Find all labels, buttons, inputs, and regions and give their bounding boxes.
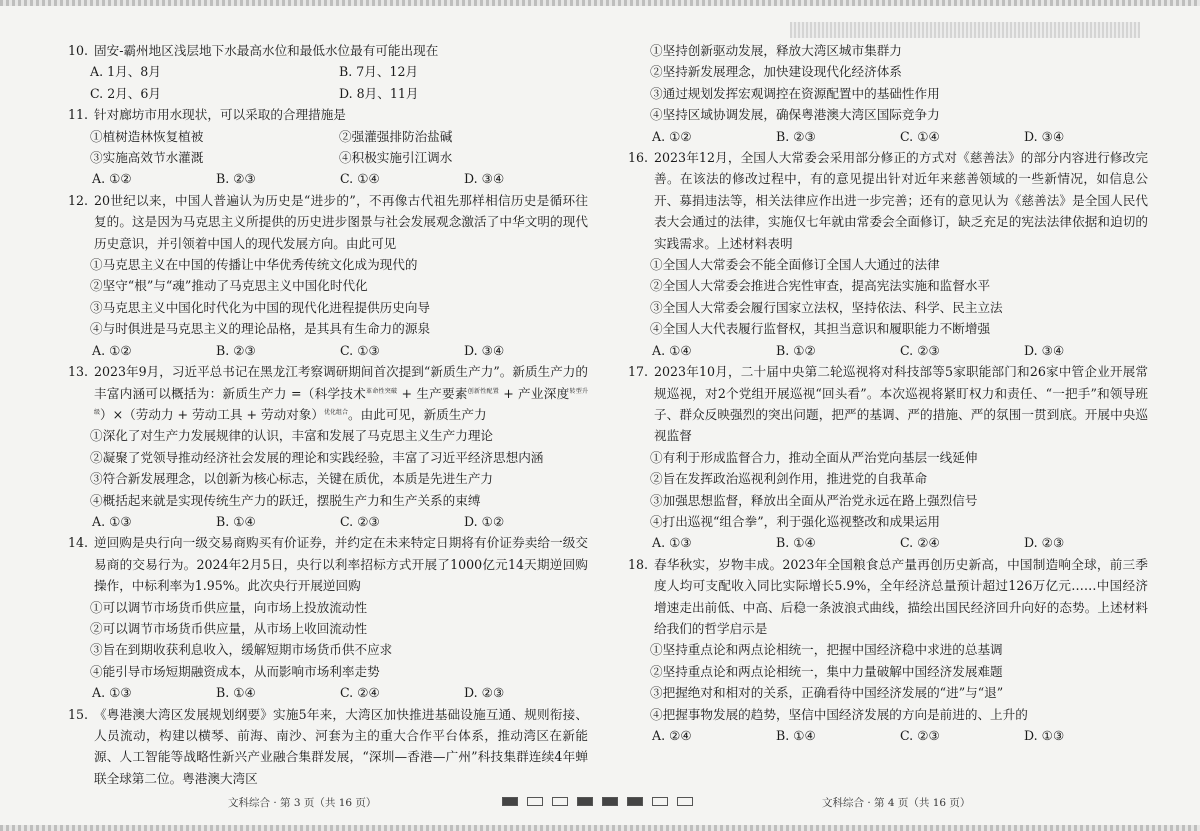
question-stem: 逆回购是央行向一级交易商购买有价证券，并约定在未来特定日期将有价证券卖给一级交易商的交易行为。2024年2月5日，央行以利率招标方式开展了1000亿元14天期逆回购操作，中标利率为1.95%。此次央行开展逆回购 [94,535,588,594]
option-3: ③实施高效节水灌溉 [90,150,204,166]
option-2: ②坚守“根”与“魂”推动了马克思主义中国化时代化 [90,278,368,294]
option-3: ③全国人大常委会履行国家立法权，坚持依法、科学、民主立法 [650,299,1003,315]
superscript-note: 革命性突破 [366,387,398,395]
option-2: ②可以调节市场货币供应量，从市场上收回流动性 [90,620,368,636]
option-4: ④与时俱进是马克思主义的理论品格，是其具有生命力的源泉 [90,321,431,337]
choice-b: B. ②③ [216,171,256,187]
scan-squares [502,797,693,806]
option-4: ④坚持区域协调发展，确保粤港澳大湾区国际竞争力 [650,107,940,123]
option-4: ④概括起来就是实现传统生产力的跃迁，摆脱生产力和生产关系的束缚 [90,492,481,508]
choice-d: D. ③④ [464,171,505,187]
choice-a: A. ①③ [92,513,132,529]
option-4: ④把握事物发展的趋势，坚信中国经济发展的方向是前进的、上升的 [650,706,1028,722]
question-stem: 《粤港澳大湾区发展规划纲要》实施5年来，大湾区加快推进基础设施互通、规则衔接、人员流动，构建以横琴、前海、南沙、河套为主的重大合作平台体系，推动湾区在新能源、人工智能等战略性新兴产业融合集群发展，“深圳—香港—广州”科技集群连续4年蝉联全球第二位。粤港澳大湾区 [94,706,588,786]
question-number: 16. [628,150,649,166]
choice-d: D. ③④ [1024,128,1065,144]
option-1: ①植树造林恢复植被 [90,128,204,144]
question-number: 17. [628,364,649,380]
choice-a: A. ①④ [652,342,692,358]
choice-b: B. ①④ [776,728,816,743]
choice-a: A. ①③ [652,535,692,551]
choice-c: C. ②③ [900,728,940,743]
question-stem: 针对廊坊市用水现状，可以采取的合理措施是 [94,107,346,123]
question-number: 12. [68,192,89,208]
superscript-note: 转型升级 [94,387,588,416]
option-2: ②旨在发挥政治巡视利剑作用，推进党的自我革命 [650,471,928,487]
choice-c: C. ②③ [900,342,940,358]
question-15 [68,704,588,790]
option-1: ①深化了对生产力发展规律的认识，丰富和发展了马克思主义生产力理论 [90,428,493,444]
question-18 [628,554,1148,747]
question-number: 13. [68,364,89,380]
question-15-continued [628,40,1148,147]
question-10 [68,40,588,104]
option-4: ④积极实施引江调水 [339,150,453,166]
question-stem-part: + 产业深度 [498,385,570,401]
scan-edge-top [0,0,1200,6]
option-1: ①有利于形成监督合力，推动全面从严治党向基层一线延伸 [650,449,978,465]
option-3: ③加强思想监督，释放出全面从严治党永远在路上强烈信号 [650,492,978,508]
question-11 [68,104,588,190]
choice-d: D. 8月、11月 [339,85,419,101]
question-stem-part: + 生产要素 [397,385,468,401]
question-stem: 春华秋实，岁物丰成。2023年全国粮食总产量再创历史新高，中国制造响全球，前三季度人均可支配收入同比实际增长5.9%，全年经济总量预计超过126万亿元……中国经济增速走出前低、中高、后稳一条波浪式曲线，描绘出国民经济回升向好的态势。上述材料给我们的哲学启示是 [654,556,1148,636]
question-16 [628,147,1148,361]
choice-b: B. ②③ [216,342,256,358]
choice-c: C. ②④ [900,535,940,551]
option-3: ③符合新发展理念，以创新为核心标志，关键在质优，本质是先进生产力 [90,471,493,487]
choice-d: D. ②③ [464,685,505,701]
choice-d: D. ①③ [1024,728,1065,743]
question-13 [68,361,588,532]
option-1: ①坚持重点论和两点论相统一，把握中国经济稳中求进的总基调 [650,642,1003,658]
question-stem-part: 。由此可见，新质生产力 [348,406,487,422]
option-3: ③马克思主义中国化时代化为中国的现代化进程提供历史向导 [90,299,431,315]
question-number: 11. [68,107,89,123]
choice-b: B. ①④ [776,535,816,551]
question-number: 14. [68,535,89,551]
left-column [68,40,588,789]
option-4: ④能引导市场短期融资成本，从而影响市场利率走势 [90,663,380,679]
choice-c: C. 2月、6月 [90,85,161,101]
choice-c: C. ①③ [340,342,380,358]
superscript-note: 优化组合 [324,408,349,416]
question-14 [68,532,588,703]
option-1: ①坚持创新驱动发展，释放大湾区城市集群力 [650,43,902,58]
question-stem: 2023年9月，习近平总书记在黑龙江考察调研期间首次提到“新质生产力”。新质生产力的丰富内涵可以概括为：新质生产力 =（科学技术 [94,364,588,401]
choice-c: C. ①④ [340,171,380,187]
page-footer-right: 文科综合 · 第 4 页（共 16 页） [822,797,971,809]
choice-c: C. ①④ [900,128,940,144]
choice-a: A. 1月、8月 [90,64,161,80]
choice-a: A. ②④ [652,728,692,743]
choice-b: B. 7月、12月 [339,64,419,80]
option-2: ②凝聚了党领导推动经济社会发展的理论和实践经验，丰富了习近平经济思想内涵 [90,449,544,465]
option-2: ②坚持新发展理念，加快建设现代化经济体系 [650,64,902,80]
option-3: ③通过规划发挥宏观调控在资源配置中的基础性作用 [650,85,940,101]
question-number: 15. [68,706,89,722]
choice-b: B. ①④ [216,685,256,701]
option-2: ②坚持重点论和两点论相统一，集中力量破解中国经济发展难题 [650,663,1003,679]
option-4: ④全国人大代表履行监督权，其担当意识和履职能力不断增强 [650,321,991,337]
choice-b: B. ①④ [216,513,256,529]
choice-d: D. ①② [464,513,505,529]
superscript-note: 创新性配置 [467,387,499,395]
question-stem: 2023年12月，全国人大常委会采用部分修正的方式对《慈善法》的部分内容进行修改完善。在该法的修改过程中，有的意见提出针对近年来慈善领域的一些新情况，如信息公开、募捐违法等，相关法律应作出进一步完善；还有的意见认为《慈善法》是全国人民代表大会通过的法律，实施仅七年就由常委会全面修订，缺乏充足的宪法法律依据和迫切的实践需求。上述材料表明 [654,150,1148,251]
choice-d: D. ②③ [1024,535,1065,551]
question-stem: 2023年10月，二十届中央第二轮巡视将对科技部等5家职能部门和26家中管企业开展常规巡视，对2个党组开展巡视“回头看”。本次巡视将紧盯权力和责任、“一把手”和领导班子、群众反映强烈的突出问题，把严的基调、严的措施、严的氛围一贯到底。开展中央巡视监督 [654,364,1148,444]
option-2: ②全国人大常委会推进合宪性审查，提高宪法实施和监督水平 [650,278,991,294]
choice-a: A. ①③ [92,685,132,701]
question-number: 10. [68,43,89,58]
question-stem: 20世纪以来，中国人普遍认为历史是“进步的”，不再像古代祖先那样相信历史是循环往复的。这是因为马克思主义所提供的历史进步图景与社会发展观念激活了中华文明的现代历史意识，并引领着中国人的现代发展方向。由此可见 [94,192,588,251]
choice-c: C. ②③ [340,513,380,529]
question-17 [628,361,1148,554]
question-12 [68,190,588,361]
option-1: ①可以调节市场货币供应量，向市场上投放流动性 [90,599,368,615]
option-1: ①马克思主义在中国的传播让中华优秀传统文化成为现代的 [90,257,418,273]
choice-a: A. ①② [652,128,692,144]
right-column [628,40,1148,746]
scan-edge-bottom [0,825,1200,831]
option-1: ①全国人大常委会不能全面修订全国人大通过的法律 [650,257,940,273]
choice-c: C. ②④ [340,685,380,701]
option-4: ④打出巡视“组合拳”，利于强化巡视整改和成果运用 [650,513,940,529]
choice-a: A. ①② [92,342,132,358]
option-3: ③旨在到期收获利息收入，缓解短期市场货币供不应求 [90,642,393,658]
question-number: 18. [628,556,649,572]
question-stem-part: ）×（劳动力 + 劳动工具 + 劳动对象） [100,406,324,422]
choice-d: D. ③④ [464,342,505,358]
page-footer-left: 文科综合 · 第 3 页（共 16 页） [228,797,377,809]
option-3: ③把握绝对和相对的关系，正确看待中国经济发展的“进”与“退” [650,685,1004,701]
option-2: ②强灌强排防治盐碱 [339,128,453,144]
choice-d: D. ③④ [1024,342,1065,358]
choice-b: B. ①② [776,342,816,358]
question-stem: 固安-霸州地区浅层地下水最高水位和最低水位最有可能出现在 [94,43,439,58]
scan-marks [790,22,1140,38]
choice-b: B. ②③ [776,128,816,144]
choice-a: A. ①② [92,171,132,187]
